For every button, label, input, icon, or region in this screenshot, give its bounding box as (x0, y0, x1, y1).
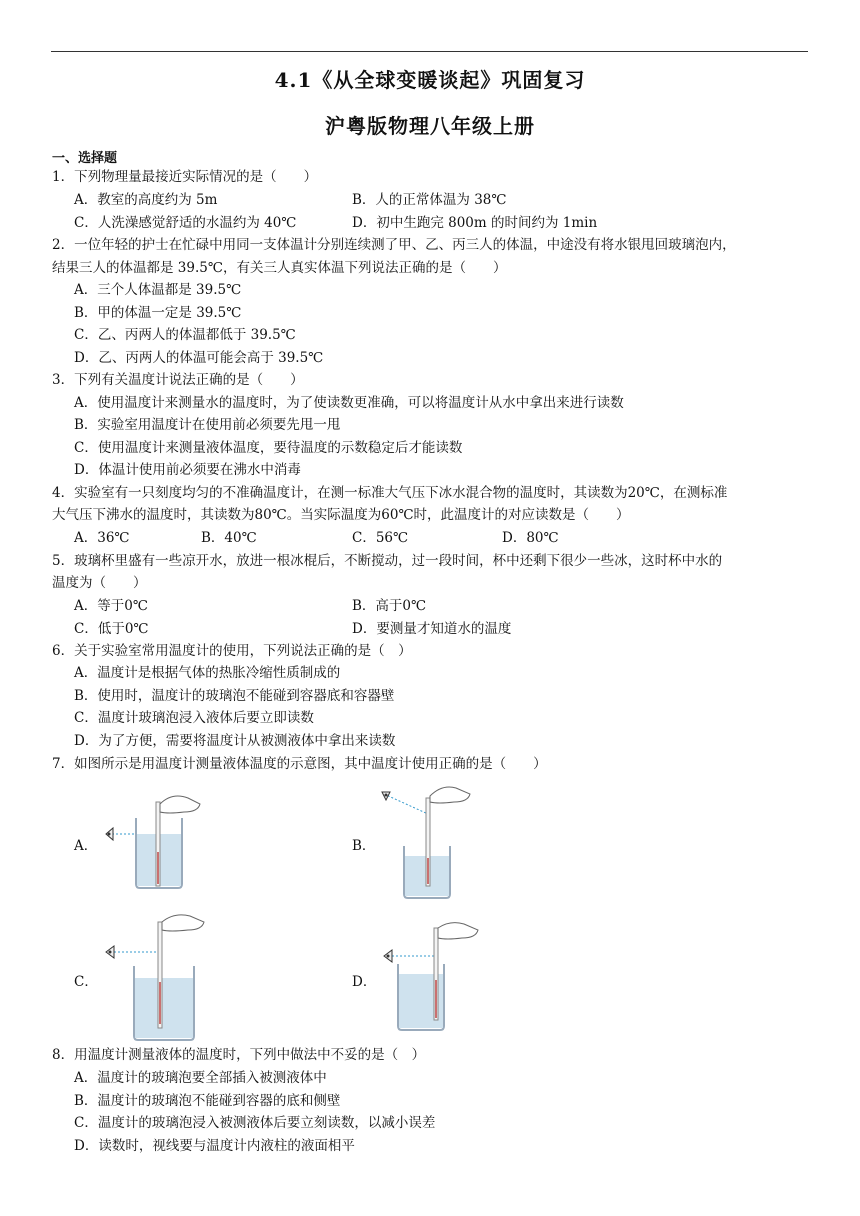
q4-stem-line1: 4．实验室有一只刻度均匀的不准确温度计，在测一标准大气压下冰水混合物的温度时，其读数为20℃，在测标准 (52, 485, 728, 501)
q4-option-c: C．56℃ (352, 530, 409, 546)
q1-option-b: B．人的正常体温为 38℃ (352, 192, 507, 208)
q7-stem: 7．如图所示是用温度计测量液体温度的示意图，其中温度计使用正确的是（ ） (52, 756, 547, 772)
q5-stem-line2: 温度为（ ） (52, 575, 147, 591)
q4-option-d: D．80℃ (502, 530, 559, 546)
q6-stem: 6．关于实验室常用温度计的使用，下列说法正确的是（ ） (52, 643, 412, 659)
q3-option-d: D．体温计使用前必须要在沸水中消毒 (74, 462, 301, 478)
figure-d-thermometer-beaker (376, 920, 486, 1034)
q4-option-b: B．40℃ (201, 530, 257, 546)
q5-option-b: B．高于0℃ (352, 598, 427, 614)
q3-option-b: B．实验室用温度计在使用前必须要先甩一甩 (74, 417, 341, 433)
q4-option-a: A．36℃ (74, 530, 130, 546)
q8-option-d: D．读数时，视线要与温度计内液柱的液面相平 (74, 1138, 355, 1154)
q5-option-c: C．低于0℃ (74, 621, 149, 637)
page-subtitle: 沪粤版物理八年级上册 (325, 114, 535, 138)
header-rule (51, 51, 808, 52)
figure-c-thermometer-beaker (98, 912, 218, 1042)
q6-option-d: D．为了方便，需要将温度计从被测液体中拿出来读数 (74, 733, 396, 749)
q6-option-c: C．温度计玻璃泡浸入液体后要立即读数 (74, 710, 314, 726)
q1-option-c: C．人洗澡感觉舒适的水温约为 40℃ (74, 215, 297, 231)
section-heading: 一、选择题 (52, 151, 118, 166)
q1-option-d: D．初中生跑完 800m 的时间约为 1min (352, 215, 598, 231)
q5-option-d: D．要测量才知道水的温度 (352, 621, 512, 637)
q8-option-a: A．温度计的玻璃泡要全部插入被测液体中 (74, 1070, 327, 1086)
q6-option-b: B．使用时，温度计的玻璃泡不能碰到容器底和容器壁 (74, 688, 395, 704)
q2-stem-line1: 2．一位年轻的护士在忙碌中用同一支体温计分别连续测了甲、乙、丙三人的体温，中途没有将水银甩回玻璃泡内， (52, 237, 736, 253)
q2-option-d: D．乙、丙两人的体温可能会高于 39.5℃ (74, 350, 324, 366)
q3-option-c: C．使用温度计来测量液体温度，要待温度的示数稳定后才能读数 (74, 440, 463, 456)
q1-option-a: A．教室的高度约为 5m (74, 192, 218, 208)
q8-stem: 8．用温度计测量液体的温度时，下列中做法中不妥的是（ ） (52, 1047, 426, 1063)
q2-stem-line2: 结果三人的体温都是 39.5℃，有关三人真实体温下列说法正确的是（ ） (52, 260, 507, 276)
q8-option-c: C．温度计的玻璃泡浸入被测液体后要立刻读数，以减小误差 (74, 1115, 436, 1131)
q5-stem-line1: 5．玻璃杯里盛有一些凉开水，放进一根冰棍后，不断搅动，过一段时间，杯中还剩下很少一些冰，这时杯中水的 (52, 553, 723, 569)
q2-option-c: C．乙、丙两人的体温都低于 39.5℃ (74, 327, 296, 343)
q7-option-b: B． (352, 838, 376, 854)
page-title: 4.1《从全球变暖谈起》巩固复习 (274, 68, 586, 92)
q7-option-d: D． (352, 974, 377, 990)
q1-stem: 1．下列物理量最接近实际情况的是（ ） (52, 169, 318, 185)
q8-option-b: B．温度计的玻璃泡不能碰到容器的底和侧壁 (74, 1093, 341, 1109)
q2-option-a: A．三个人体温都是 39.5℃ (74, 282, 242, 298)
q4-stem-line2: 大气压下沸水的温度时，其读数为80℃。当实际温度为60℃时，此温度计的对应读数是（ ） (52, 507, 630, 523)
figure-a-thermometer-beaker (98, 792, 208, 892)
q3-stem: 3．下列有关温度计说法正确的是（ ） (52, 372, 304, 388)
q7-option-a: A． (74, 838, 98, 854)
q7-option-c: C． (74, 974, 98, 990)
q3-option-a: A．使用温度计来测量水的温度时，为了使读数更准确，可以将温度计从水中拿出来进行读数 (74, 395, 624, 411)
q5-option-a: A．等于0℃ (74, 598, 148, 614)
figure-b-thermometer-beaker (372, 784, 482, 902)
q2-option-b: B．甲的体温一定是 39.5℃ (74, 305, 242, 321)
q6-option-a: A．温度计是根据气体的热胀冷缩性质制成的 (74, 665, 341, 681)
